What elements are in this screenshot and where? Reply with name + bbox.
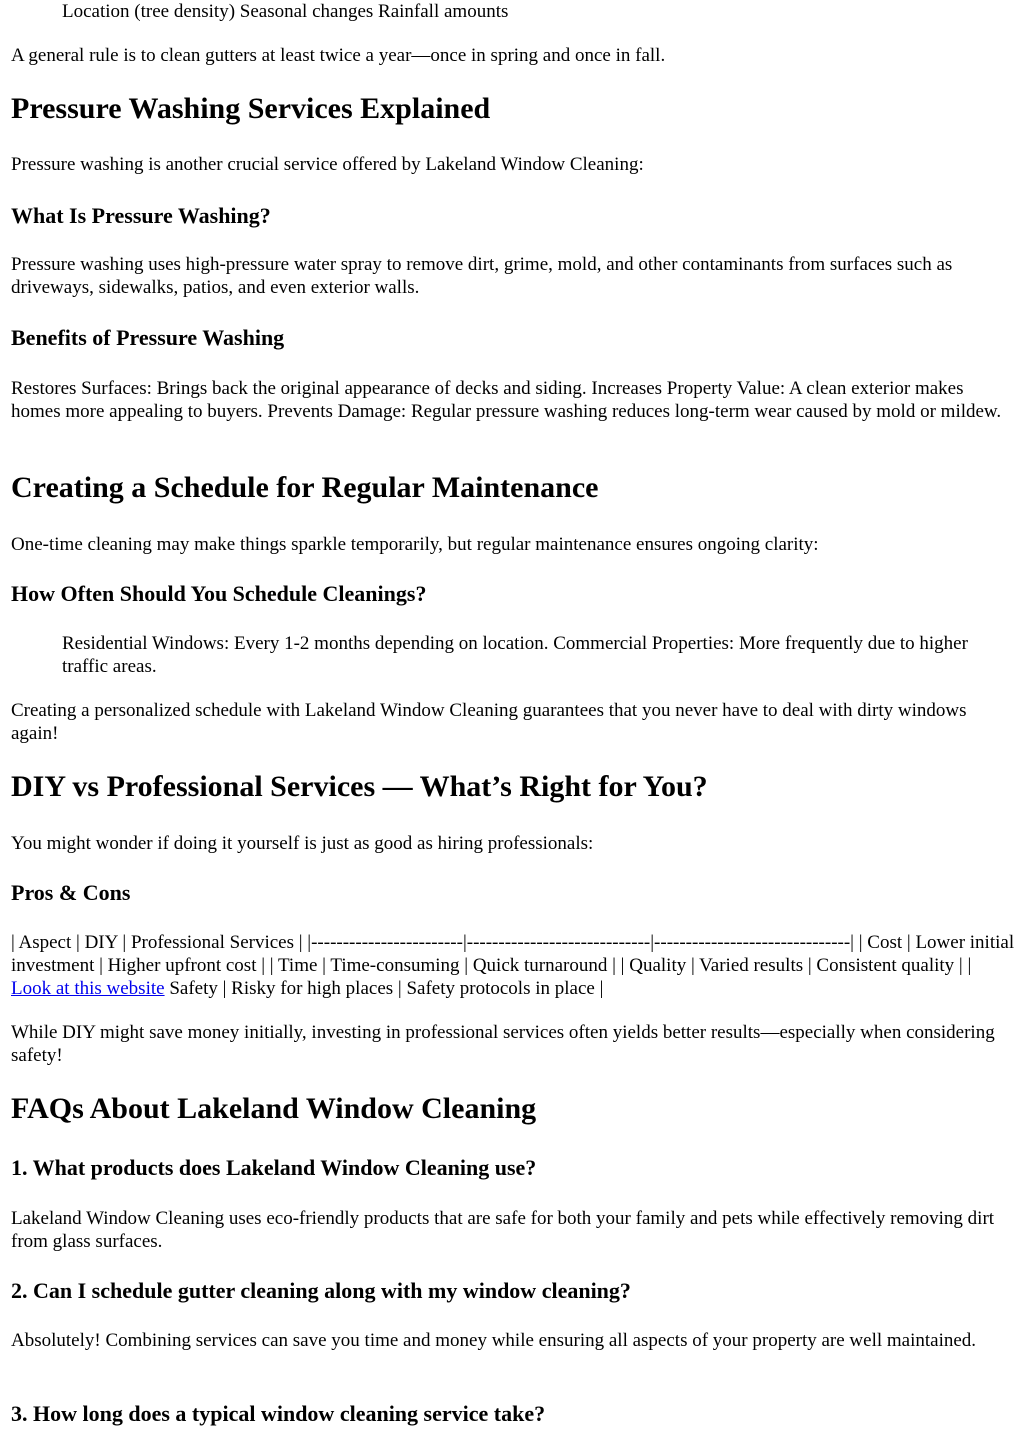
faq-answer-2: Absolutely! Combining services can save you time and money while ensuring all aspects of your property are well maintained. [11,1330,977,1351]
location-factors-list: Location (tree density) Seasonal changes Rainfall amounts [62,1,509,22]
diy-intro: You might wonder if doing it yourself is just as good as hiring professionals: [11,833,594,854]
gutter-rule-paragraph: A general rule is to clean gutters at least twice a year—once in spring and once in fall. [11,45,666,66]
diy-vs-pro-heading: DIY vs Professional Services — What’s Right for You? [11,770,708,803]
schedule-intro: One-time cleaning may make things sparkle temporarily, but regular maintenance ensures ongoing clarity: [11,534,819,555]
pressure-washing-heading: Pressure Washing Services Explained [11,92,491,125]
pros-cons-heading: Pros & Cons [11,880,131,905]
diy-closing: While DIY might save money initially, investing in professional services often yields better results—especially when considering safety! [11,1022,995,1066]
what-is-pressure-washing-heading: What Is Pressure Washing? [11,203,271,228]
pressure-washing-intro: Pressure washing is another crucial service offered by Lakeland Window Cleaning: [11,154,644,175]
faq-question-3: 3. How long does a typical window cleaning service take? [11,1401,546,1426]
how-often-heading: How Often Should You Schedule Cleanings? [11,581,427,606]
faqs-heading: FAQs About Lakeland Window Cleaning [11,1092,537,1125]
schedule-closing: Creating a personalized schedule with Lakeland Window Cleaning guarantees that you never have to deal with dirty windows again! [11,700,967,744]
how-often-list: Residential Windows: Every 1-2 months depending on location. Commercial Properties: More frequently due to higher traffic areas. [62,633,968,677]
faq-question-1: 1. What products does Lakeland Window Cleaning use? [11,1155,537,1180]
table-text-before-link: | Aspect | DIY | Professional Services | |------------------------|-----------------------------|-------------------------------| | Cost | Lower initial investment | Higher upfront cost | | Time | Time-consuming | Quick turnaround | | Quality | Varied results | Consistent quality | | [11,932,1015,976]
faq-answer-1: Lakeland Window Cleaning uses eco-friendly products that are safe for both your family and pets while effectively removing dirt from glass surfaces. [11,1208,995,1252]
benefits-heading: Benefits of Pressure Washing [11,325,285,350]
table-text-after-link: Safety | Risky for high places | Safety protocols in place | [164,978,604,999]
what-is-pressure-washing-text: Pressure washing uses high-pressure water spray to remove dirt, grime, mold, and other contaminants from surfaces such as driveways, sidewalks, patios, and even exterior walls. [11,254,953,298]
pros-cons-table-text [11,931,1016,1000]
look-at-this-website-link[interactable]: Look at this website [11,978,165,999]
schedule-heading: Creating a Schedule for Regular Maintenance [11,471,599,504]
benefits-text: Restores Surfaces: Brings back the original appearance of decks and siding. Increases Property Value: A clean exterior makes homes more appealing to buyers. Prevents Damage: Regular pressure washing reduces long-term wear caused by mold or mildew. [11,378,1002,422]
faq-question-2: 2. Can I schedule gutter cleaning along with my window cleaning? [11,1278,631,1303]
